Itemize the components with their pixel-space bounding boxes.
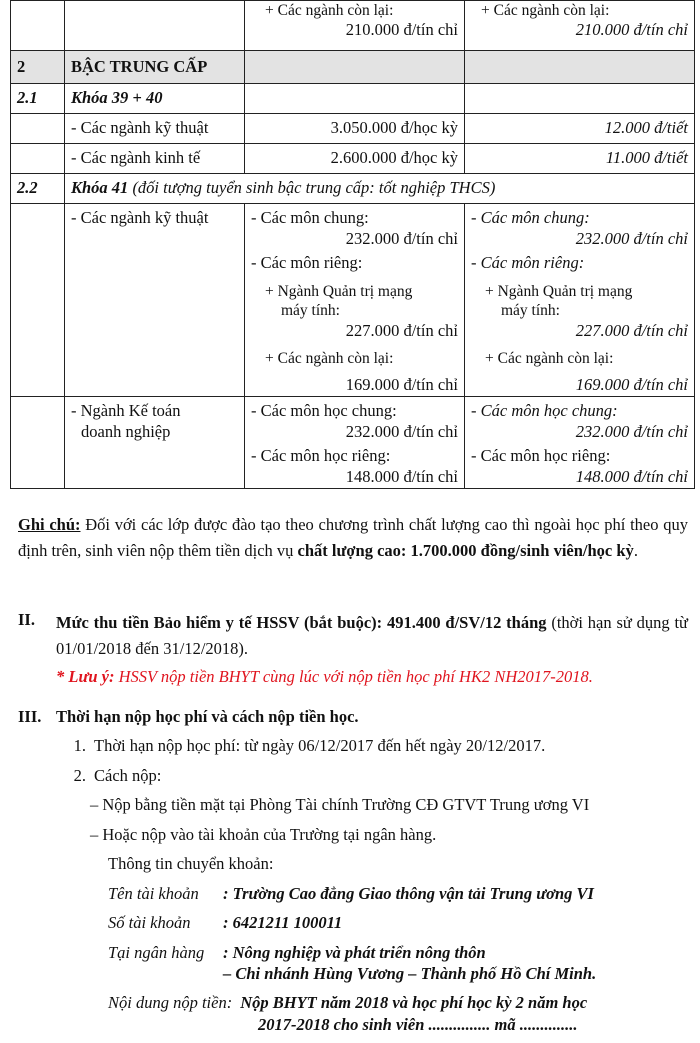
fee-table xyxy=(10,0,695,489)
row-number: 2.1 xyxy=(11,84,65,114)
payment-method: – Hoặc nộp vào tài khoản của Trường tại ngân hàng. xyxy=(90,824,437,844)
payment-content-row xyxy=(18,992,688,1013)
info-value: : Trường Cao đẳng Giao thông vận tải Trung ương VI xyxy=(223,883,594,903)
fee-line: + Các ngành còn lại: xyxy=(481,2,610,19)
info-label: Nội dung nộp tiền: xyxy=(108,993,233,1013)
table-cell xyxy=(465,397,695,489)
account-number-row xyxy=(18,912,688,933)
table-cell xyxy=(11,1,65,51)
row-name: - Các ngành kỹ thuật xyxy=(65,114,245,144)
table-row xyxy=(11,204,695,397)
info-label: Tại ngân hàng xyxy=(108,942,205,962)
table-cell xyxy=(11,397,65,489)
fee-value: 3.050.000 đ/học kỳ xyxy=(245,114,465,144)
table-cell xyxy=(65,1,245,51)
list-text: Thời hạn nộp học phí: từ ngày 06/12/2017 đến hết ngày 20/12/2017. xyxy=(94,736,546,756)
table-cell xyxy=(11,204,65,397)
list-item xyxy=(18,765,688,786)
row-title: Khóa 39 + 40 xyxy=(65,84,245,114)
table-row xyxy=(11,114,695,144)
table-row xyxy=(11,1,695,51)
fee-value: 232.000 đ/tín chỉ xyxy=(345,228,458,248)
table-cell xyxy=(245,84,465,114)
table-cell xyxy=(245,397,465,489)
row-name: - Các ngành kinh tế xyxy=(65,144,245,174)
row-name: doanh nghiệp xyxy=(81,421,171,441)
fee-line: - Các môn học riêng: xyxy=(251,446,391,466)
section-number: 2 xyxy=(11,51,65,84)
fee-line: - Các môn riêng: xyxy=(251,253,363,273)
fee-value: 2.600.000 đ/học kỳ xyxy=(245,144,465,174)
fee-value: 232.000 đ/tín chỉ xyxy=(575,228,688,248)
fee-line: máy tính: xyxy=(501,302,560,320)
table-row xyxy=(11,397,695,489)
warning-label: * Lưu ý: xyxy=(56,667,115,687)
section-iii xyxy=(18,706,688,1035)
fee-line: + Ngành Quản trị mạng xyxy=(485,282,633,300)
note-highlight: chất lượng cao: 1.700.000 đồng/sinh viên/học kỳ xyxy=(297,540,634,560)
row-title-cell xyxy=(65,174,695,204)
table-cell xyxy=(11,114,65,144)
section-heading: Thời hạn nộp học phí và cách nộp tiền học. xyxy=(56,707,359,726)
fee-value: 12.000 đ/tiết xyxy=(465,114,695,144)
fee-line: + Các ngành còn lại: xyxy=(485,350,614,368)
note-paragraph xyxy=(18,512,688,563)
fee-line: - Các môn học chung: xyxy=(251,401,397,420)
note-text: Đối với các lớp được đào tạo theo chương trình chất lượng cao thì ngoài học phí theo quy định trên, sinh viên nộp thêm tiền dịch vụ xyxy=(18,515,688,560)
table-cell xyxy=(11,144,65,174)
fee-line: - Các môn học chung: xyxy=(471,401,618,420)
fee-value: 210.000 đ/tín chỉ xyxy=(575,20,688,40)
payment-content-line2: 2017-2018 cho sinh viên ............... mã .............. xyxy=(258,1014,578,1034)
bank-row xyxy=(18,942,688,963)
fee-value: 169.000 đ/tín chỉ xyxy=(345,374,458,394)
row-title-note: (đối tượng tuyển sinh bậc trung cấp: tốt nghiệp THCS) xyxy=(132,178,496,198)
fee-value: 227.000 đ/tín chỉ xyxy=(575,320,688,340)
fee-value: 148.000 đ/tín chỉ xyxy=(345,466,458,486)
info-value: : 6421211 100011 xyxy=(223,913,343,933)
row-title: Khóa 41 xyxy=(71,178,129,198)
info-value: : Nông nghiệp và phát triển nông thôn xyxy=(223,942,486,962)
table-row xyxy=(11,84,695,114)
table-cell xyxy=(465,84,695,114)
fee-value: 11.000 đ/tiết xyxy=(465,144,695,174)
fee-line: máy tính: xyxy=(281,302,340,320)
section-ii xyxy=(18,610,688,690)
fee-line: - Các môn chung: xyxy=(251,208,369,227)
fee-line: + Các ngành còn lại: xyxy=(265,350,394,368)
list-number: 1. xyxy=(73,736,86,756)
fee-line: - Các môn chung: xyxy=(471,208,590,227)
fee-line: - Các môn riêng: xyxy=(471,253,585,273)
table-row xyxy=(11,51,695,84)
transfer-info-title: Thông tin chuyển khoản: xyxy=(108,854,274,874)
table-cell xyxy=(465,1,695,51)
fee-value: 227.000 đ/tín chỉ xyxy=(345,320,458,340)
table-row xyxy=(11,144,695,174)
info-value: Nộp BHYT năm 2018 và học phí học kỳ 2 năm học xyxy=(240,993,588,1013)
fee-line: - Các môn học riêng: xyxy=(471,446,611,466)
list-number: 2. xyxy=(73,765,86,785)
section-title: BẬC TRUNG CẤP xyxy=(65,51,245,84)
row-name-cell xyxy=(65,397,245,489)
info-label: Số tài khoản xyxy=(108,913,191,933)
warning-text: HSSV nộp tiền BHYT cùng lúc với nộp tiền học phí HK2 NH2017-2018. xyxy=(114,667,593,687)
section-number: II. xyxy=(18,610,35,629)
account-name-row xyxy=(18,883,688,904)
fee-value: 148.000 đ/tín chỉ xyxy=(575,466,688,486)
info-label: Tên tài khoản xyxy=(108,883,199,903)
table-cell xyxy=(245,51,465,84)
table-cell xyxy=(465,204,695,397)
note-label: Ghi chú: xyxy=(18,515,81,534)
fee-value: 232.000 đ/tín chỉ xyxy=(345,421,458,441)
table-cell xyxy=(245,1,465,51)
note-end: . xyxy=(633,540,638,560)
row-name: - Ngành Kế toán xyxy=(71,401,181,420)
list-item xyxy=(18,735,688,756)
section-number: III. xyxy=(18,707,42,726)
section-heading: Mức thu tiền Bảo hiểm y tế HSSV (bắt buộc): 491.400 đ/SV/12 tháng xyxy=(56,613,547,632)
table-cell xyxy=(465,51,695,84)
warning-note xyxy=(56,664,688,690)
row-number: 2.2 xyxy=(11,174,65,204)
section-text: (thời hạn sử dụng từ 01/01/2018 đến 31/12/2018). xyxy=(56,613,688,658)
list-text: Cách nộp: xyxy=(94,765,162,785)
fee-value: 210.000 đ/tín chỉ xyxy=(345,20,458,40)
fee-line: + Các ngành còn lại: xyxy=(265,2,394,19)
table-cell xyxy=(245,204,465,397)
row-name: - Các ngành kỹ thuật xyxy=(65,204,245,397)
fee-value: 169.000 đ/tín chỉ xyxy=(575,374,688,394)
payment-method: – Nộp bằng tiền mặt tại Phòng Tài chính Trường CĐ GTVT Trung ương VI xyxy=(90,795,590,815)
table-row xyxy=(11,174,695,204)
bank-branch: – Chi nhánh Hùng Vương – Thành phố Hồ Chí Minh. xyxy=(223,963,597,983)
fee-line: + Ngành Quản trị mạng xyxy=(265,282,413,300)
fee-value: 232.000 đ/tín chỉ xyxy=(575,421,688,441)
